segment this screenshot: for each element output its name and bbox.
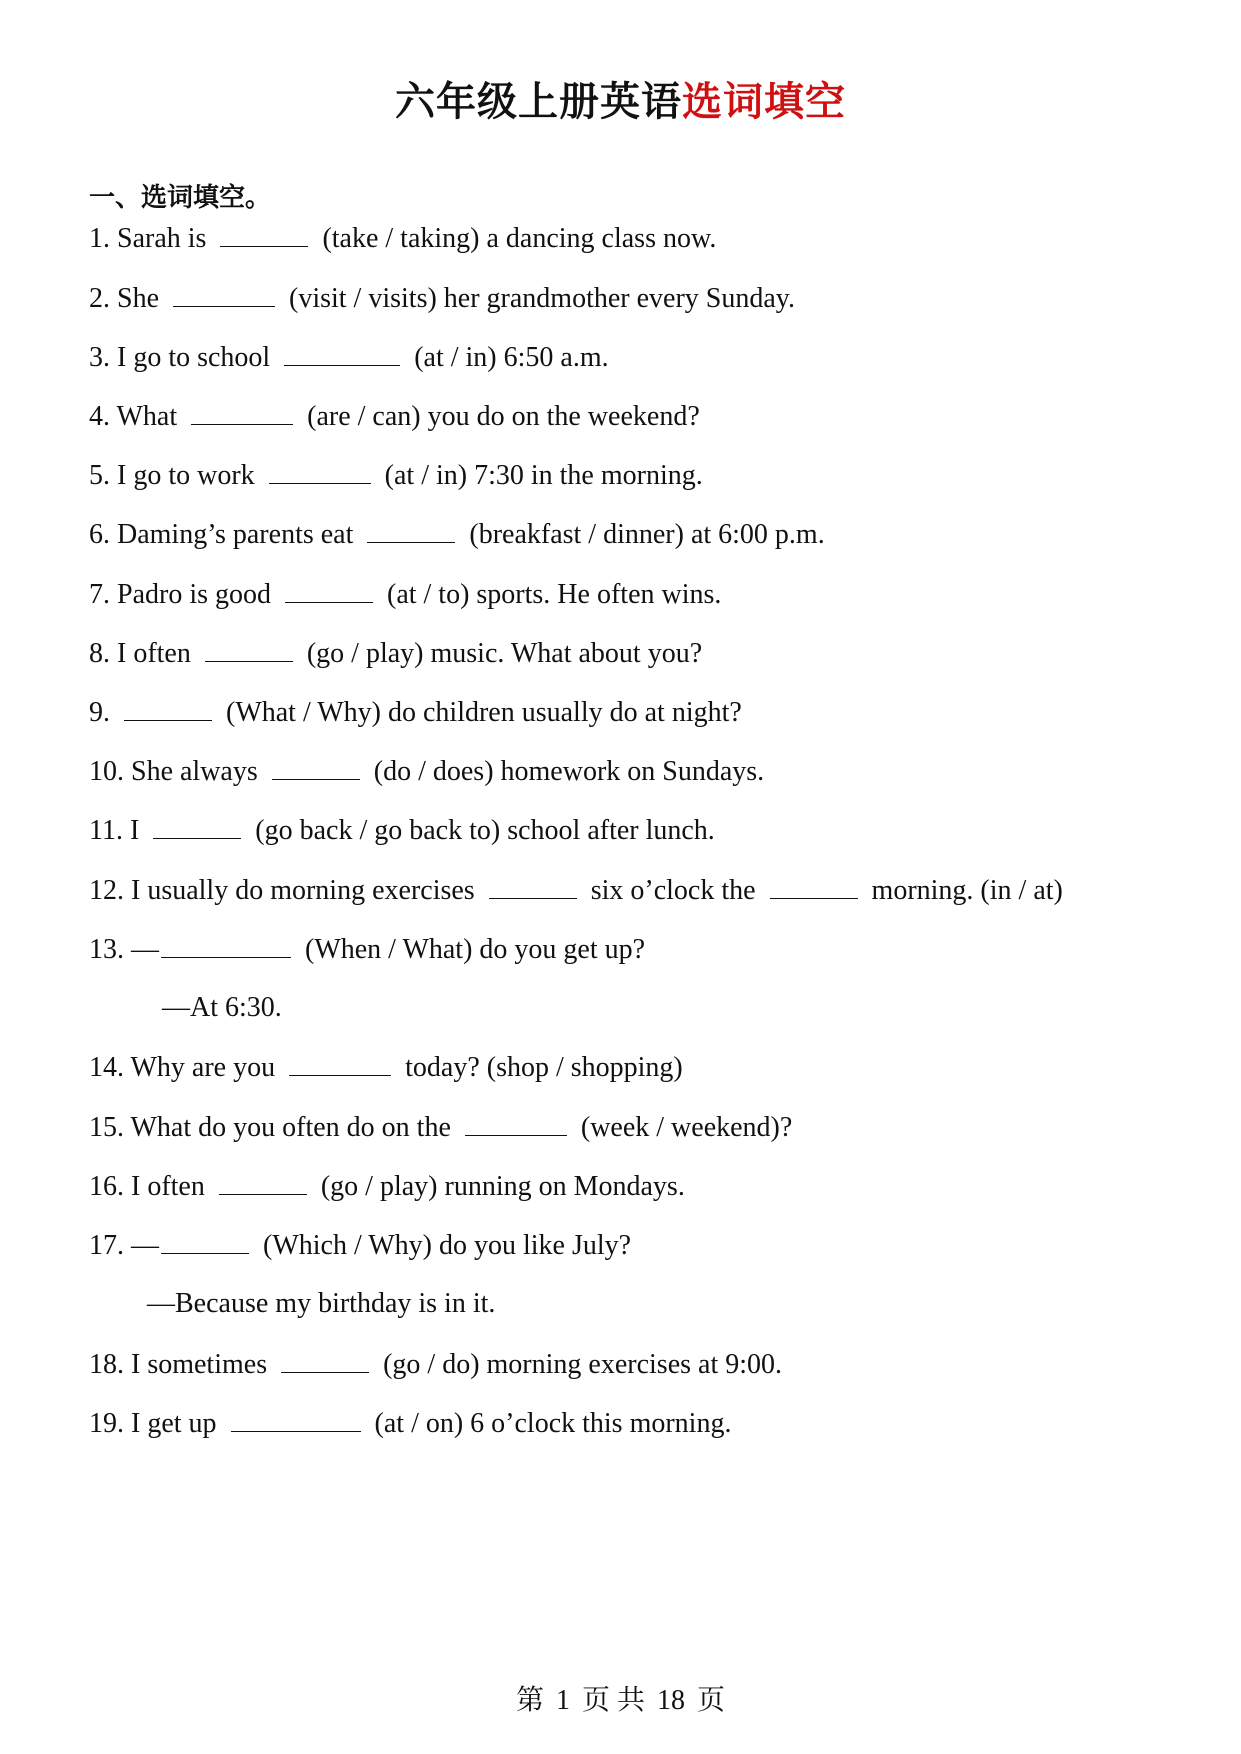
question-5: 5. I go to work (at / in) 7:30 in the morning. [89,457,703,494]
question-17: 17. — (Which / Why) do you like July? [89,1227,631,1264]
question-8: 8. I often (go / play) music. What about you? [89,635,702,672]
question-9: 9. (What / Why) do children usually do at night? [89,694,742,731]
title-main: 六年级上册英语 [395,79,682,125]
answer-blank[interactable] [269,457,371,484]
answer-blank[interactable] [285,576,373,603]
answer-blank[interactable] [153,812,241,839]
section-heading: 一、选词填空。 [89,183,272,213]
question-19: 19. I get up (at / on) 6 o’clock this morning. [89,1405,731,1442]
page-footer [0,1683,1241,1719]
question-7: 7. Padro is good (at / to) sports. He often wins. [89,576,721,613]
footer-total-pages: 18 [657,1685,685,1716]
question-4: 4. What (are / can) you do on the weekend? [89,398,700,435]
question-12: 12. I usually do morning exercises six o’clock the morning. (in / at) [89,872,1063,909]
answer-blank[interactable] [191,398,293,425]
answer-blank[interactable] [465,1109,567,1136]
answer-blank[interactable] [220,220,308,247]
footer-suffix: 页 [697,1685,726,1716]
question-6: 6. Daming’s parents eat (breakfast / dinner) at 6:00 p.m. [89,516,825,553]
question-11: 11. I (go back / go back to) school after lunch. [89,812,715,849]
question-13-answer: —At 6:30. [162,992,282,1023]
question-15: 15. What do you often do on the (week / weekend)? [89,1109,792,1146]
question-2: 2. She (visit / visits) her grandmother every Sunday. [89,280,795,317]
question-1: 1. Sarah is (take / taking) a dancing class now. [89,220,716,257]
answer-blank[interactable] [124,694,212,721]
answer-blank[interactable] [272,753,360,780]
answer-blank[interactable] [161,931,291,958]
question-3: 3. I go to school (at / in) 6:50 a.m. [89,339,609,376]
footer-middle: 页 共 [581,1685,645,1716]
answer-blank[interactable] [205,635,293,662]
answer-blank[interactable] [289,1049,391,1076]
footer-prefix: 第 [515,1685,544,1716]
question-16: 16. I often (go / play) running on Mondays. [89,1168,685,1205]
footer-page-number: 1 [555,1685,570,1716]
answer-blank[interactable] [161,1227,249,1254]
question-10: 10. She always (do / does) homework on Sundays. [89,753,764,790]
page-title [0,74,1241,130]
answer-blank[interactable] [173,280,275,307]
answer-blank[interactable] [770,872,858,899]
answer-blank[interactable] [281,1346,369,1373]
question-13: 13. — (When / What) do you get up? [89,931,645,968]
answer-blank[interactable] [489,872,577,899]
question-14: 14. Why are you today? (shop / shopping) [89,1049,683,1086]
answer-blank[interactable] [231,1405,361,1432]
question-17-answer: —Because my birthday is in it. [147,1288,496,1319]
question-18: 18. I sometimes (go / do) morning exercises at 9:00. [89,1346,782,1383]
answer-blank[interactable] [367,516,455,543]
answer-blank[interactable] [219,1168,307,1195]
answer-blank[interactable] [284,339,400,366]
title-highlight: 选词填空 [682,79,846,125]
